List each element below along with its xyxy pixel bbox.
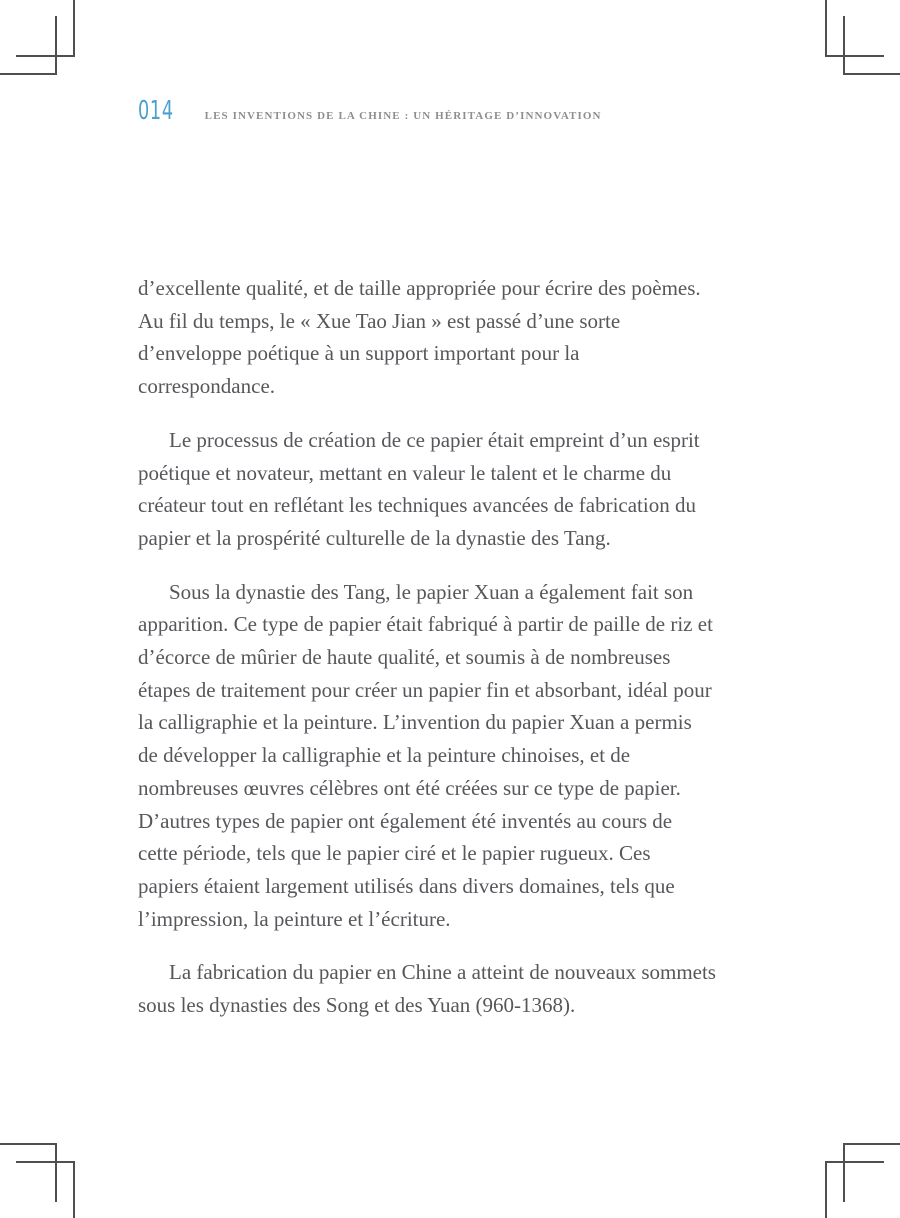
corner-mark-top-right-inner: [843, 16, 900, 75]
running-header: [138, 96, 602, 126]
page-number: 014: [138, 96, 174, 126]
corner-mark-top-left-inner: [0, 16, 57, 75]
page-body: [138, 272, 716, 1043]
body-paragraph-1: d’excellente qualité, et de taille appropriée pour écrire des poèmes. Au fil du temps, le « Xue Tao Jian » est passé d’une sorte d’enveloppe poétique à un support important pour la correspondance.: [138, 276, 701, 399]
body-paragraph-2: Le processus de création de ce papier était empreint d’un esprit poétique et novateur, mettant en valeur le talent et le charme du créateur tout en reflétant les techniques avancées de fabrication du papier et la prospérité culturelle de la dynastie des Tang.: [138, 427, 700, 550]
body-paragraph-4: La fabrication du papier en Chine a atteint de nouveaux sommets sous les dynasties des Song et des Yuan (960-1368).: [138, 960, 716, 1018]
corner-mark-bottom-right-inner: [843, 1143, 900, 1202]
body-paragraph-3: Sous la dynastie des Tang, le papier Xuan a également fait son apparition. Ce type de papier était fabriqué à partir de paille de riz et d’écorce de mûrier de haute qualité, et soumis à de nombreuses étapes de traitement pour créer un papier fin et absorbant, idéal pour la calligraphie et la peinture. L’invention du papier Xuan a permis de développer la calligraphie et la peinture chinoises, et de nombreuses œuvres célèbres ont été créées sur ce type de papier. D’autres types de papier ont également été inventés au cours de cette période, tels que le papier ciré et le papier rugueux. Ces papiers étaient largement utilisés dans divers domaines, tels que l’impression, la peinture et l’écriture.: [138, 579, 713, 931]
corner-mark-bottom-left-inner: [0, 1143, 57, 1202]
running-header-title: LES INVENTIONS DE LA CHINE : UN HÉRITAGE D’INNOVATION: [204, 110, 602, 122]
